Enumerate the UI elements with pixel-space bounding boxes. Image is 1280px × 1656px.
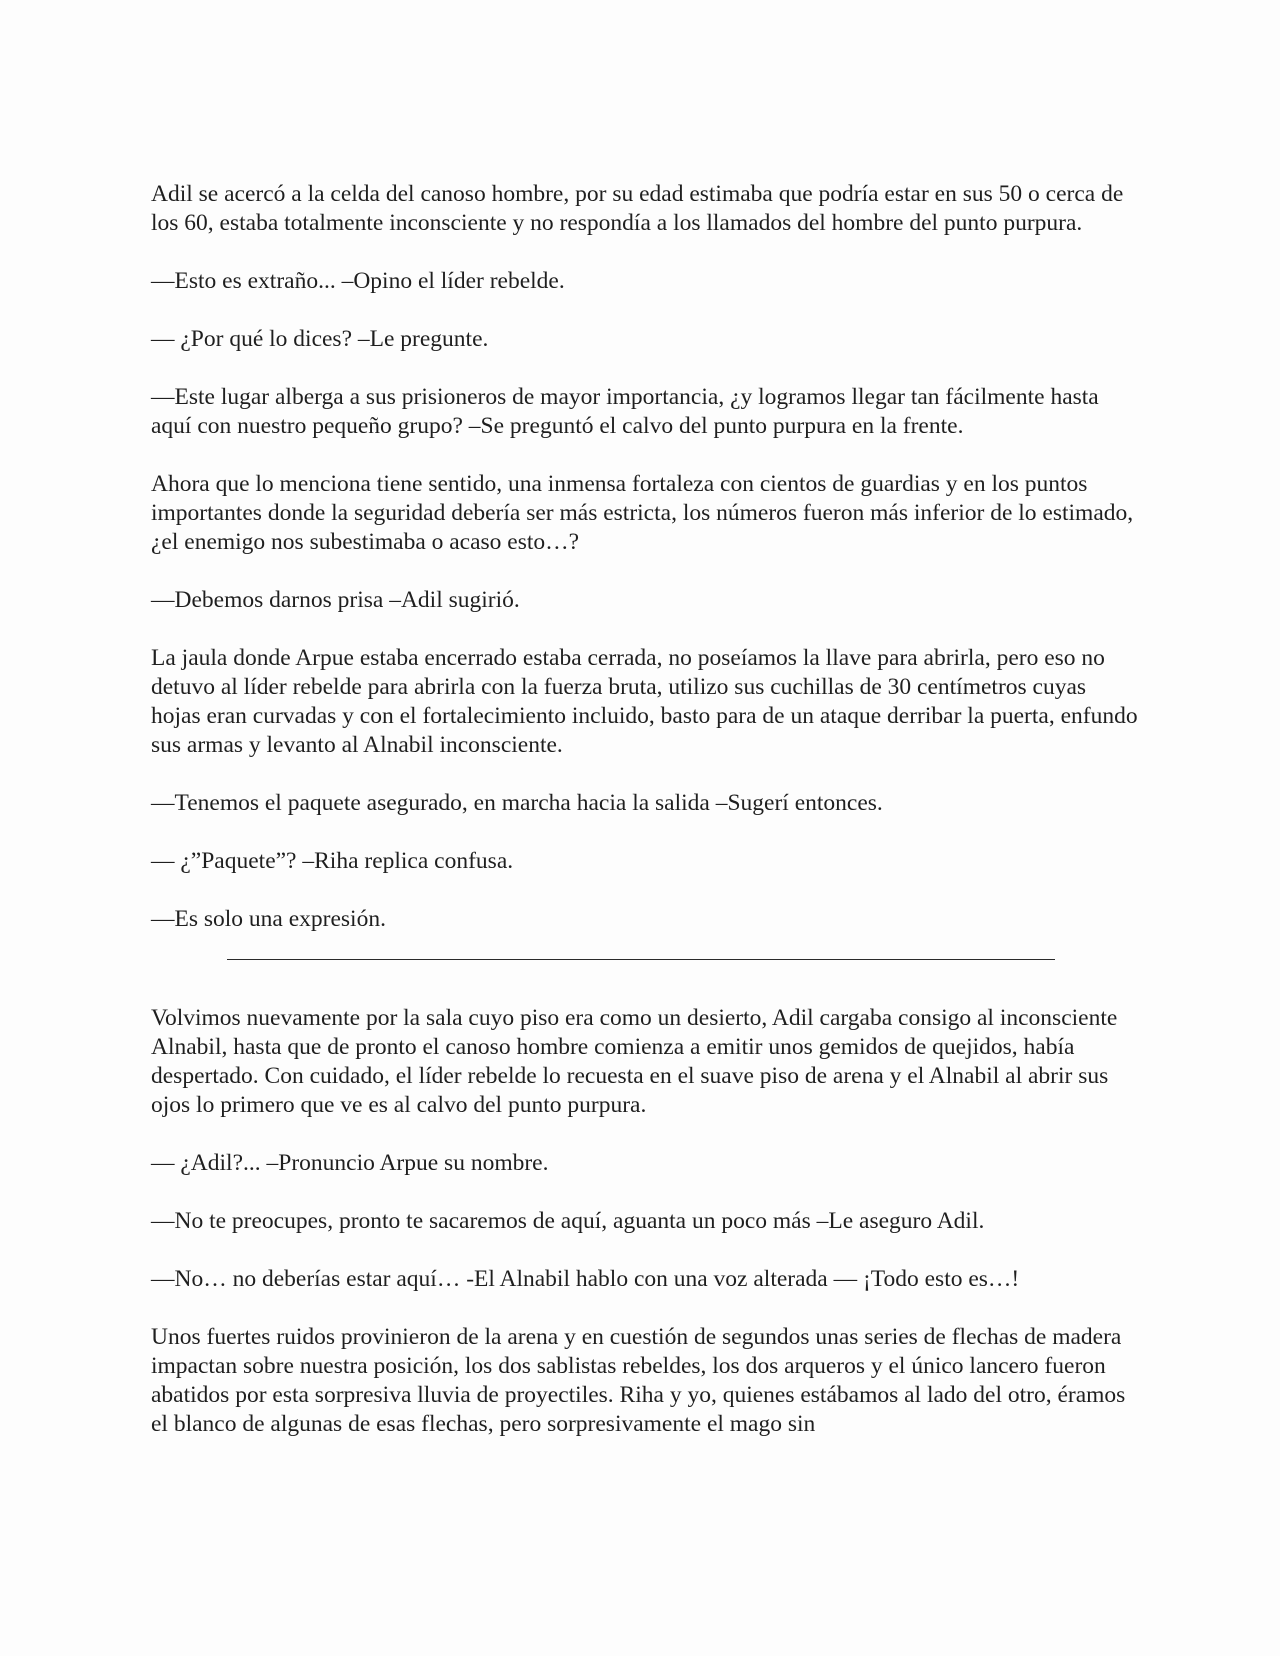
paragraph-narration: Volvimos nuevamente por la sala cuyo piso era como un desierto, Adil cargaba consigo al inconsciente Alnabil, hasta que de pronto el canoso hombre comienza a emitir unos gemidos de quejidos, había despertado. Con cuidado, el líder rebelde lo recuesta en el suave piso de arena y el Alnabil al abrir sus ojos lo primero que ve es al calvo del punto purpura.	[151, 1005, 1118, 1118]
paragraph-dialogue: — ¿Adil?... –Pronuncio Arpue su nombre.	[151, 1150, 549, 1176]
paragraph-dialogue: —No te preocupes, pronto te sacaremos de aquí, aguanta un poco más –Le aseguro Adil.	[151, 1208, 985, 1234]
paragraph-dialogue: —Tenemos el paquete asegurado, en marcha hacia la salida –Sugerí entonces.	[151, 790, 883, 816]
paragraph-narration: Unos fuertes ruidos provinieron de la arena y en cuestión de segundos unas series de flechas de madera impactan sobre nuestra posición, los dos sablistas rebeldes, los dos arqueros y el único lancero fueron abatidos por esta sorpresiva lluvia de proyectiles. Riha y yo, quienes estábamos al lado del otro, éramos el blanco de algunas de esas flechas, pero sorpresivamente el mago sin	[151, 1324, 1126, 1437]
paragraph-narration: Ahora que lo menciona tiene sentido, una inmensa fortaleza con cientos de guardias y en los puntos importantes donde la seguridad debería ser más estricta, los números fueron más inferior de lo estimado, ¿el enemigo nos subestimaba o acaso esto…?	[151, 471, 1134, 555]
paragraph-dialogue: —Este lugar alberga a sus prisioneros de mayor importancia, ¿y logramos llegar tan fácilmente hasta aquí con nuestro pequeño grupo? –Se preguntó el calvo del punto purpura en la frente.	[151, 384, 1099, 439]
section-two	[151, 1004, 1141, 1439]
section-divider	[227, 959, 1055, 960]
paragraph-narration: La jaula donde Arpue estaba encerrado estaba cerrada, no poseíamos la llave para abrirla, pero eso no detuvo al líder rebelde para abrirla con la fuerza bruta, utilizo sus cuchillas de 30 centímetros cuyas hojas eran curvadas y con el fortalecimiento incluido, basto para de un ataque derribar la puerta, enfundo sus armas y levanto al Alnabil inconsciente.	[151, 645, 1138, 758]
paragraph-dialogue: —Esto es extraño... –Opino el líder rebelde.	[151, 268, 565, 294]
paragraph-dialogue: —Es solo una expresión.	[151, 906, 386, 932]
paragraph-dialogue: — ¿”Paquete”? –Riha replica confusa.	[151, 848, 514, 874]
paragraph-narration: Adil se acercó a la celda del canoso hombre, por su edad estimaba que podría estar en sus 50 o cerca de los 60, estaba totalmente inconsciente y no respondía a los llamados del hombre del punto purpura.	[151, 181, 1124, 236]
paragraph-dialogue: —No… no deberías estar aquí… -El Alnabil hablo con una voz alterada — ¡Todo esto es…!	[151, 1266, 1020, 1292]
paragraph-dialogue: — ¿Por qué lo dices? –Le pregunte.	[151, 326, 489, 352]
paragraph-dialogue: —Debemos darnos prisa –Adil sugirió.	[151, 587, 520, 613]
document-page	[151, 180, 1141, 1468]
